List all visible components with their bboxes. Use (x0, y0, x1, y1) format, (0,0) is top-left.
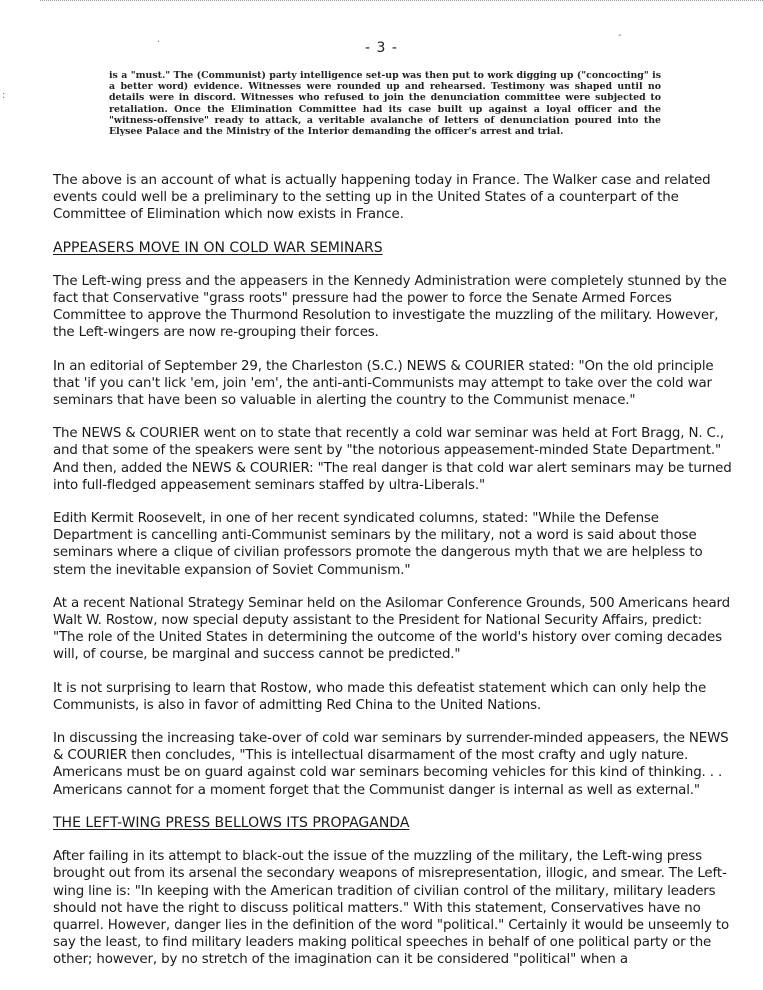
section-heading: APPEASERS MOVE IN ON COLD WAR SEMINARS (53, 239, 383, 256)
scan-speck: · (157, 37, 161, 48)
page-number: - 3 - (365, 40, 398, 56)
paragraph: The above is an account of what is actually happening today in France. The Walker case and related events could well be a preliminary to the setting up in the United States of a counterpart of the Committee of Elimination which now exists in France. (53, 173, 711, 223)
paragraph: The NEWS & COURIER went on to state that recently a cold war seminar was held at Fort Bragg, N. C., and that some of the speakers were sent by "the notorious appeasement-minded State Department." And then, added the NEWS & COURIER: "The real danger is that cold war alert seminars may be turned into full-fledged appeasement seminars staffed by ultra-Liberals." (53, 426, 732, 493)
paragraph: The Left-wing press and the appeasers in the Kennedy Administration were completely stunned by the fact that Conservative "grass roots" pressure had the power to force the Senate Armed Forces Committee to approve the Thurmond Resolution to investigate the muzzling of the military. However, the Left-wingers are now re-grouping their forces. (53, 273, 727, 341)
paragraph: In discussing the increasing take-over of cold war seminars by surrender-minded appeasers, the NEWS & COURIER then concludes, "This is intellectual disarmament of the most crafty and ugly nature. Americans must be on guard against cold war seminars becoming vehicles for this kind of thinking. . . Americans cannot for a moment forget that the Communist danger is internal as well as external." (53, 731, 729, 798)
indented-quote-block: is a "must." The (Communist) party intelligence set-up was then put to work digging up ("concocting" is a better word) evidence. Witnesses were rounded up and rehearsed. Testimony was shaped until no details were in discord. Witnesses who refused to join the denunciation committee were subjected to retaliation. Once the Elimination Committee had its case built up against a loyal officer and the "witness-offensive" ready to attack, a veritable avalanche of letters of denunciation poured into the Elysee Palace and the Ministry of the Interior demanding the officer's arrest and trial. (109, 70, 661, 138)
paragraph: After failing in its attempt to black-out the issue of the muzzling of the military, the Left-wing press brought out from its arsenal the secondary weapons of misrepresentation, illogic, and smear. The Left-wing line is: "In keeping with the American tradition of civilian control of the military, military leaders should not have the right to discuss political matters." With this statement, Conservatives have no quarrel. However, danger lies in the definition of the word "political." Certainly it would be unseemly to say the least, to find military leaders making political speeches in behalf of one political party or the other; however, by no stretch of the imagination can it be considered "political" when a (53, 849, 730, 968)
scan-edge-dots (40, 0, 763, 4)
section-heading: THE LEFT-WING PRESS BELLOWS ITS PROPAGANDA (53, 814, 410, 831)
scan-speck: : (2, 90, 6, 101)
paragraph: At a recent National Strategy Seminar held on the Asilomar Conference Grounds, 500 Americans heard Walt W. Rostow, now special deputy assistant to the President for National Security Affairs, predict: "The role of the United States in determining the outcome of the world's history over coming decades will, of course, be marginal and success cannot be predicted." (53, 595, 731, 663)
paragraph: It is not surprising to learn that Rostow, who made this defeatist statement which can only help the Communists, is also in favor of admitting Red China to the United Nations. (53, 680, 707, 713)
paragraph: In an editorial of September 29, the Charleston (S.C.) NEWS & COURIER stated: "On the old principle that 'if you can't lick 'em, join 'em', the anti-anti-Communists may attempt to take over the cold war seminars that have been so valuable in alerting the country to the Communist menace." (53, 358, 714, 409)
paragraph: Edith Kermit Roosevelt, in one of her recent syndicated columns, stated: "While the Defense Department is cancelling anti-Communist seminars by the military, not a word is said about those seminars where a clique of civilian professors promote the dangerous myth that we are helpless to stem the inevitable expansion of Soviet Communism." (53, 511, 703, 578)
document-body (53, 172, 733, 985)
scan-speck: - (618, 30, 622, 41)
